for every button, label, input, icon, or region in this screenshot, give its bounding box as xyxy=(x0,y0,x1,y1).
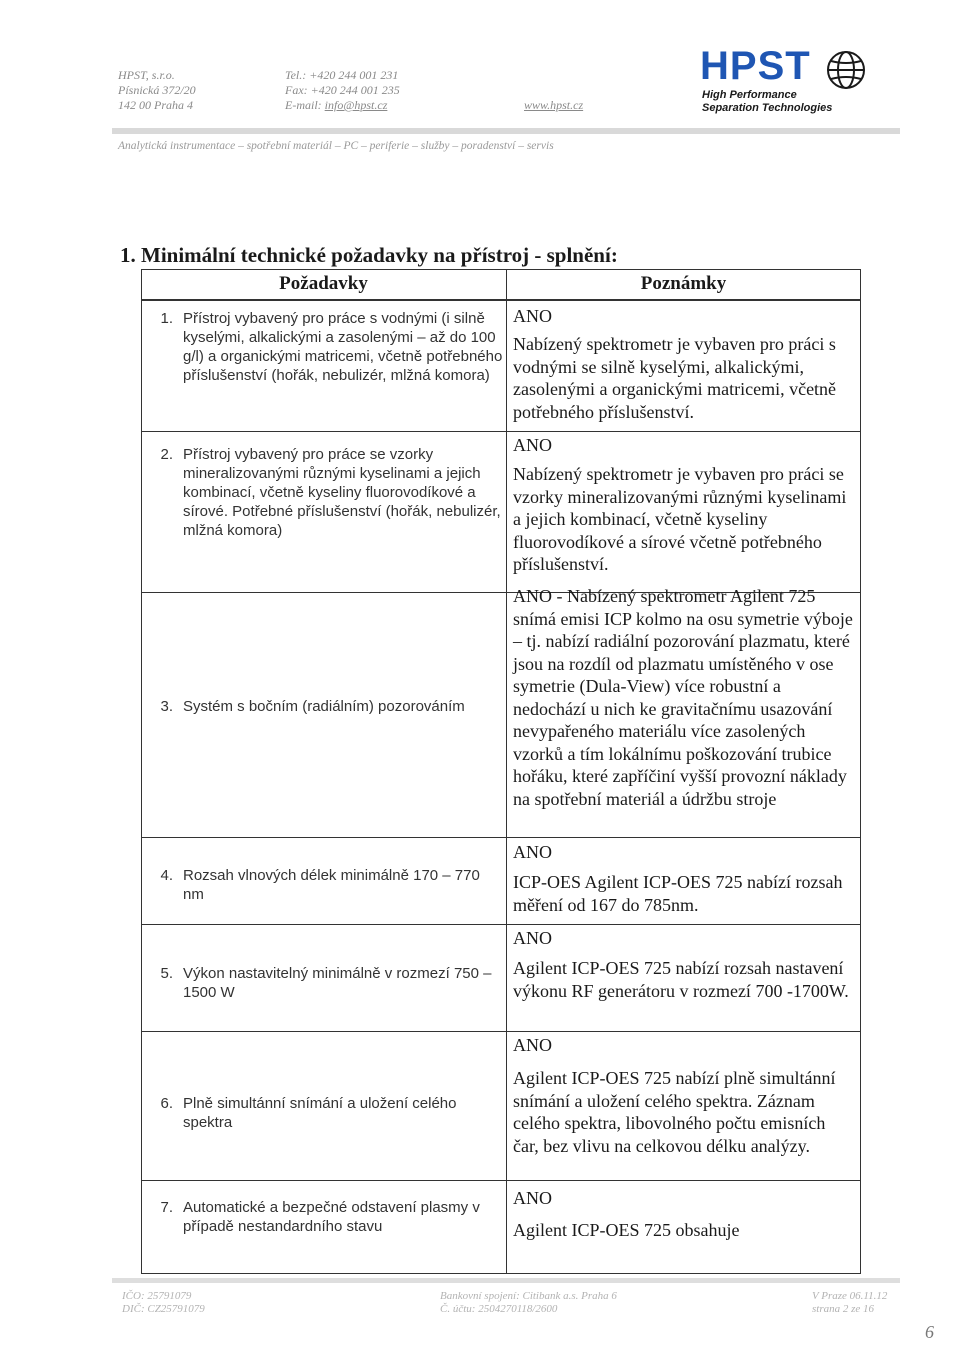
website-link[interactable]: www.hpst.cz xyxy=(524,98,584,112)
footer-bank-details xyxy=(440,1290,617,1316)
row-divider xyxy=(141,837,861,838)
hpst-logo xyxy=(700,44,900,124)
requirement-text: Systém s bočním (radiálním) pozorováním xyxy=(183,698,465,715)
column-header-requirements: Požadavky xyxy=(279,273,368,294)
requirement-text: Přístroj vybavený pro práce se vzorky mineralizovanými různými kyselinami a jejich kombinací, včetně kyseliny fluorovodíkové a sírové. Potřebné příslušenství (hořák, nebulizér, mlžná komora) xyxy=(183,446,501,539)
row-number: 4. xyxy=(160,867,173,884)
note-text: ANO - Nabízený spektrometr Agilent 725 snímá emisi ICP kolmo na osu symetrie výboje – tj. nabízí radiální pozorování plazmatu, které jsou na rozdíl od plazmatu umístěného v ose symetrie (Dula-View) více robustní a nedochází u nich ke gravitačnímu usazování nevypařeného materiálu více zasolených vzorků a tím lokálnímu poškozování trubice hořáku, které zapříčiní vyšší provozní náklady na spotřební materiál a údržbu stroje xyxy=(513,586,853,809)
header-divider xyxy=(112,128,900,134)
company-address xyxy=(118,68,196,113)
table-border-right xyxy=(860,269,861,1274)
web-container xyxy=(524,98,583,113)
email-label: E-mail: xyxy=(285,98,325,112)
row-divider xyxy=(141,1180,861,1181)
address-line: Písnická 372/20 xyxy=(118,83,196,97)
footer-line: Č. účtu: 2504270118/2600 xyxy=(440,1303,558,1315)
note-text: Agilent ICP-OES 725 nabízí plně simultánní snímání a uložení celého spektra. Záznam celého spektra, libovolného počtu emisních čar, bez vlivu na celkovou délku analýzy. xyxy=(513,1068,836,1156)
note-text: Agilent ICP-OES 725 obsahuje xyxy=(513,1220,740,1240)
footer-line: Bankovní spojení: Citibank a.s. Praha 6 xyxy=(440,1290,617,1302)
table-border-top xyxy=(141,269,861,270)
row-number: 5. xyxy=(160,965,173,982)
requirement-text: Přístroj vybavený pro práce s vodnými (i silně kyselými, alkalickými a zasolenými – až do 100 g/l) a organickými matricemi, včetně potřebného příslušenství (hořák, nebulizér, mlžná komora) xyxy=(183,310,503,384)
footer-divider xyxy=(112,1278,900,1283)
row-number: 3. xyxy=(160,698,173,715)
row-number: 7. xyxy=(160,1199,173,1216)
answer-text: ANO xyxy=(513,306,552,326)
table-border-left xyxy=(141,269,142,1274)
footer-company-ids xyxy=(122,1290,205,1316)
row-number: 6. xyxy=(160,1095,173,1112)
footer-line: strana 2 ze 16 xyxy=(812,1303,875,1315)
note-text: ICP-OES Agilent ICP-OES 725 nabízí rozsah měření od 167 do 785nm. xyxy=(513,872,843,915)
logo-tagline-line: Separation Technologies xyxy=(702,102,833,114)
answer-text: ANO xyxy=(513,842,552,862)
requirement-text: Výkon nastavitelný minimálně v rozmezí 750 – 1500 W xyxy=(183,965,492,1001)
footer-line: V Praze 06.11.12 xyxy=(812,1290,888,1302)
column-header-notes: Poznámky xyxy=(640,273,727,294)
requirement-text: Automatické a bezpečné odstavení plasmy v případě nestandardního stavu xyxy=(183,1199,480,1235)
logo-tagline-line: High Performance xyxy=(702,89,797,101)
email-link[interactable]: info@hpst.cz xyxy=(324,98,388,112)
note-text: Nabízený spektrometr je vybaven pro práci se vzorky mineralizovanými různými kyselinami a jejich kombinací, včetně kyseliny fluorovodíkové a sírové včetně potřebného příslušenství. xyxy=(513,464,847,574)
fax: Fax: +420 244 001 235 xyxy=(285,83,400,97)
footer-date-page xyxy=(812,1290,887,1316)
note-text: Agilent ICP-OES 725 nabízí rozsah nastavení výkonu RF generátoru v rozmezí 700 -1700W. xyxy=(513,958,849,1001)
row-divider xyxy=(141,1031,861,1032)
footer-line: DIČ: CZ25791079 xyxy=(122,1303,205,1315)
requirements-table xyxy=(141,269,861,1274)
logo-tagline xyxy=(702,89,832,115)
globe-icon xyxy=(822,48,872,92)
row-divider xyxy=(141,431,861,432)
requirement-text: Rozsah vlnových délek minimálně 170 – 770 nm xyxy=(183,867,480,903)
requirement-text: Plně simultánní snímání a uložení celého spektra xyxy=(183,1095,457,1131)
section-heading: 1. Minimální technické požadavky na přístroj - splnění: xyxy=(120,243,618,267)
answer-text: ANO xyxy=(513,1188,552,1208)
row-divider xyxy=(141,924,861,925)
answer-text: ANO xyxy=(513,928,552,948)
answer-text: ANO xyxy=(513,435,552,455)
table-header-divider xyxy=(141,299,861,301)
company-contact xyxy=(285,68,400,113)
row-number: 2. xyxy=(160,446,173,463)
handwritten-page-number: 6 xyxy=(925,1322,934,1342)
address-line: HPST, s.r.o. xyxy=(118,68,175,82)
phone: Tel.: +420 244 001 231 xyxy=(285,68,399,82)
table-border-bottom xyxy=(141,1273,861,1274)
company-tagline: Analytická instrumentace – spotřební materiál – PC – periferie – služby – poradenství – servis xyxy=(118,140,554,152)
answer-text: ANO xyxy=(513,1035,552,1055)
note-text: Nabízený spektrometr je vybaven pro práci s vodnými se silně kyselými, alkalickými, zasolenými a organickými matricemi, včetně potřebného příslušenství. xyxy=(513,334,837,422)
address-line: 142 00 Praha 4 xyxy=(118,98,193,112)
footer-line: IČO: 25791079 xyxy=(122,1290,192,1302)
table-column-divider xyxy=(506,269,507,1274)
row-number: 1. xyxy=(160,310,173,327)
email-line xyxy=(285,98,400,113)
logo-wordmark: HPST xyxy=(700,44,811,88)
